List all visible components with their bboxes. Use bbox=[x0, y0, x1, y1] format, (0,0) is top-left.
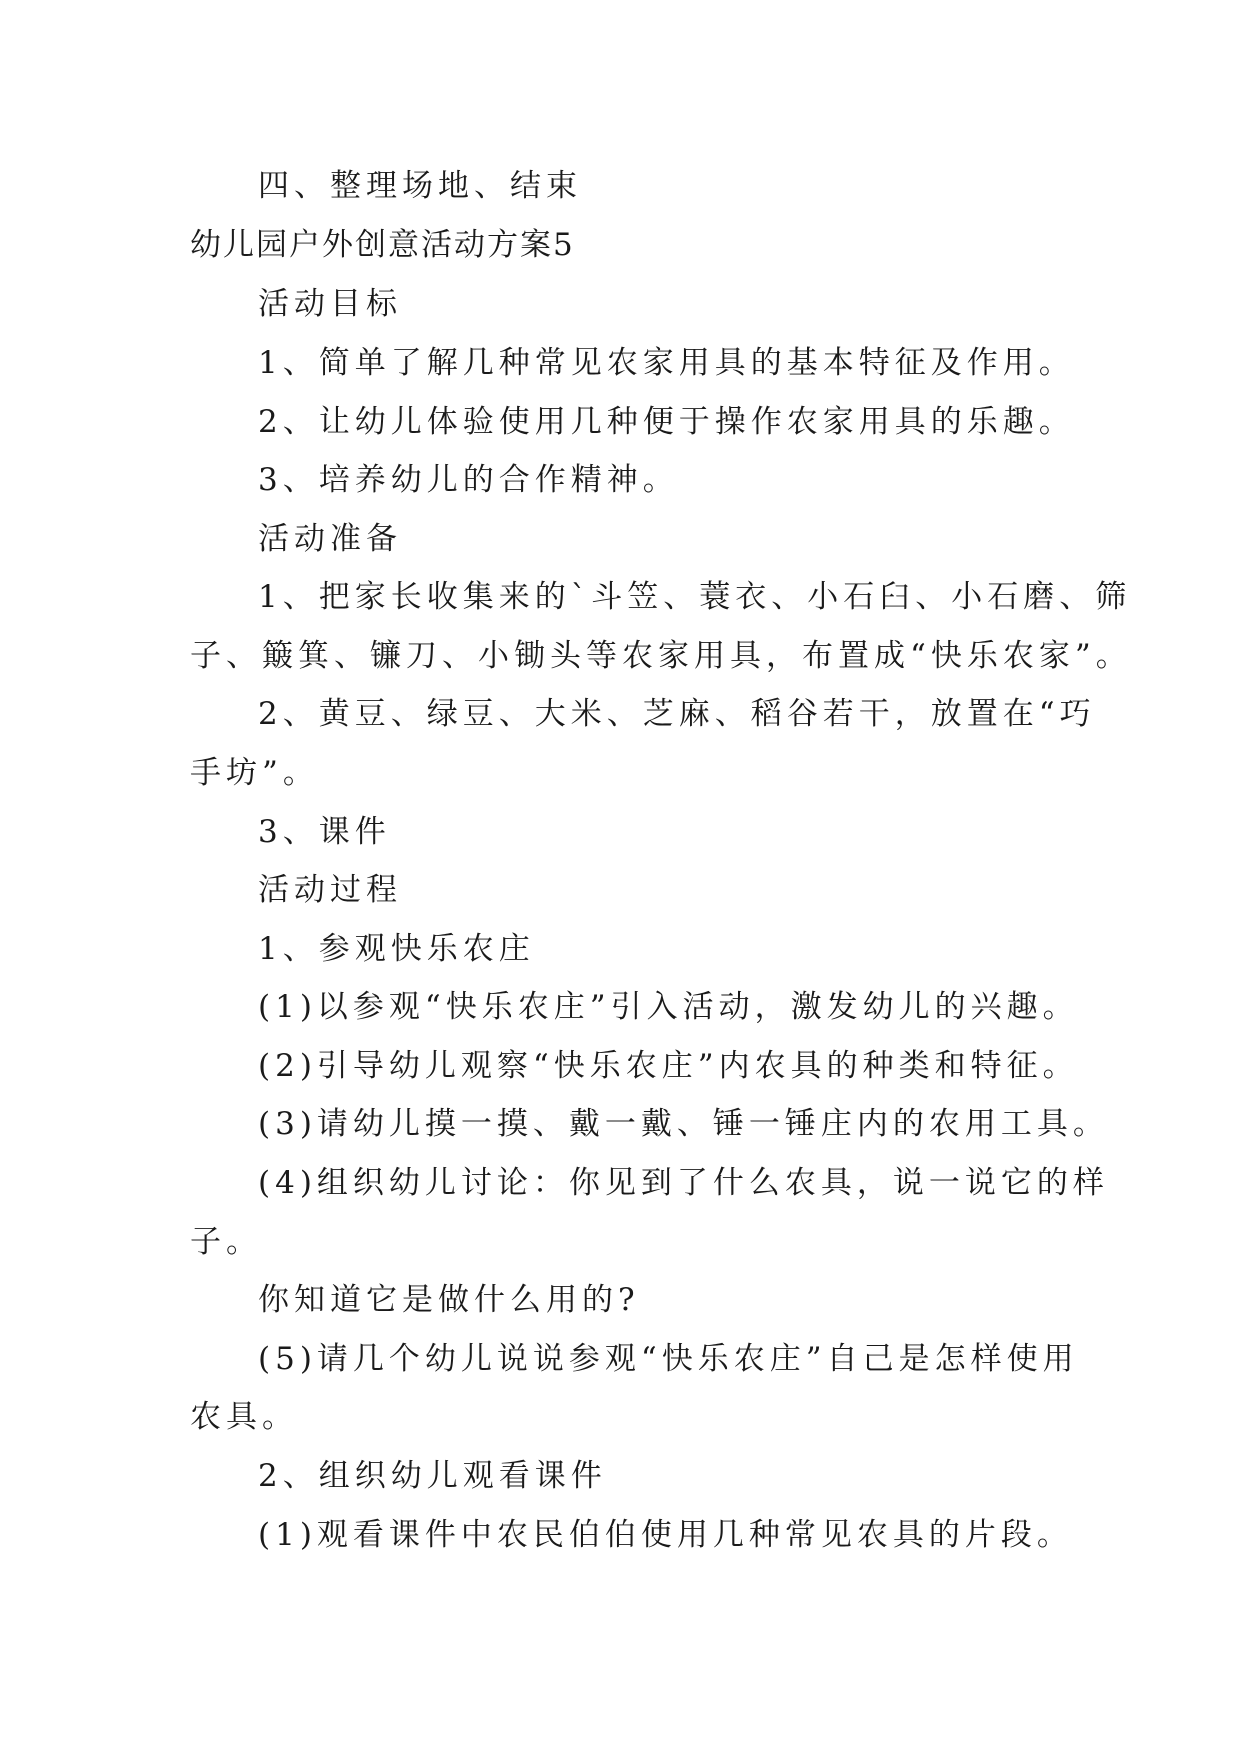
process-step-1-sub-5-line-1: (5)请几个幼儿说说参观“快乐农庄”自己是怎样使用 bbox=[258, 1341, 1079, 1377]
preparation-item-2-line-2: 手坊”。 bbox=[190, 755, 319, 791]
process-step-2-sub-1: (1)观看课件中农民伯伯使用几种常见农具的片段。 bbox=[258, 1517, 1073, 1553]
heading-activity-process: 活动过程 bbox=[258, 872, 402, 908]
process-step-1-sub-5-line-2: 农具。 bbox=[190, 1399, 298, 1435]
process-step-1-sub-3: (3)请幼儿摸一摸、戴一戴、锤一锤庄内的农用工具。 bbox=[258, 1106, 1109, 1142]
process-step-1-sub-1: (1)以参观“快乐农庄”引入活动，激发幼儿的兴趣。 bbox=[258, 989, 1079, 1025]
preparation-item-2-line-1: 2、黄豆、绿豆、大米、芝麻、稻谷若干，放置在“巧 bbox=[258, 696, 1096, 732]
preparation-item-1-line-1: 1、把家长收集来的`斗笠、蓑衣、小石臼、小石磨、筛 bbox=[258, 579, 1132, 615]
goal-item-3: 3、培养幼儿的合作精神。 bbox=[258, 462, 679, 498]
heading-activity-goals: 活动目标 bbox=[258, 286, 402, 322]
section-heading-cleanup: 四、整理场地、结束 bbox=[258, 168, 582, 204]
process-step-1-sub-4-line-2: 子。 bbox=[190, 1224, 262, 1260]
heading-activity-preparation: 活动准备 bbox=[258, 521, 402, 557]
goal-item-1: 1、简单了解几种常见农家用具的基本特征及作用。 bbox=[258, 345, 1075, 381]
process-question: 你知道它是做什么用的? bbox=[258, 1282, 640, 1318]
preparation-item-1-line-2: 子、簸箕、镰刀、小锄头等农家用具，布置成“快乐农家”。 bbox=[190, 638, 1132, 674]
process-step-1-sub-4-line-1: (4)组织幼儿讨论：你见到了什么农具，说一说它的样 bbox=[258, 1165, 1109, 1201]
process-step-2: 2、组织幼儿观看课件 bbox=[258, 1458, 607, 1494]
goal-item-2: 2、让幼儿体验使用几种便于操作农家用具的乐趣。 bbox=[258, 404, 1075, 440]
document-title: 幼儿园户外创意活动方案5 bbox=[190, 227, 575, 263]
process-step-1-sub-2: (2)引导幼儿观察“快乐农庄”内农具的种类和特征。 bbox=[258, 1048, 1079, 1084]
process-step-1: 1、参观快乐农庄 bbox=[258, 931, 535, 967]
preparation-item-3: 3、课件 bbox=[258, 814, 391, 850]
